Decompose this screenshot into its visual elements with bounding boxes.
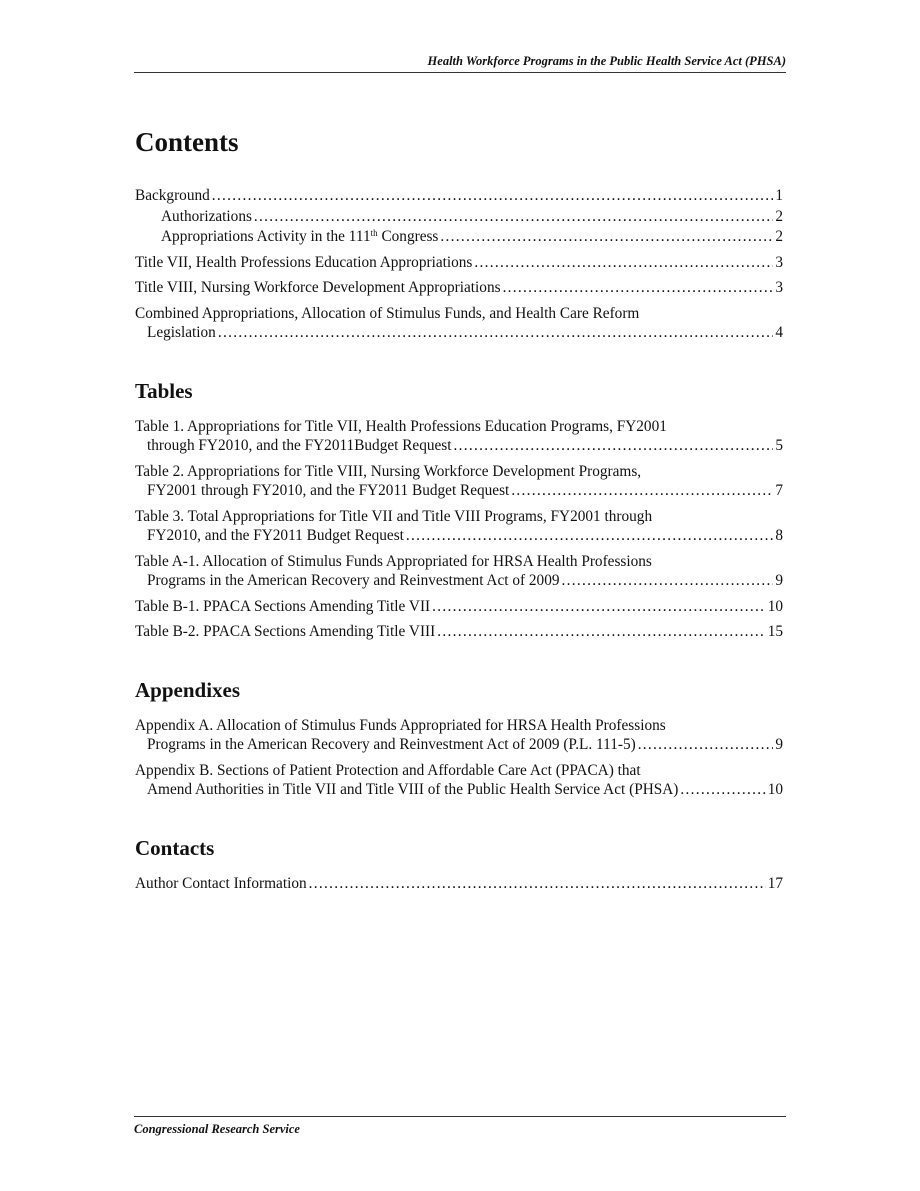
toc-entry-label-continued: Legislation — [147, 324, 216, 341]
dot-leader — [218, 323, 774, 343]
toc-entry-label: Title VIII, Nursing Workforce Development Appropriations — [135, 279, 501, 296]
running-header — [134, 54, 786, 73]
toc-entry-title-viii[interactable] — [135, 278, 783, 298]
toc-entry-page: 2 — [775, 228, 783, 245]
toc-entry-table-3[interactable] — [135, 507, 783, 546]
dot-leader — [503, 278, 774, 298]
toc-entry-page: 9 — [775, 572, 783, 589]
contents-section — [135, 120, 783, 343]
toc-entry-page: 2 — [775, 207, 783, 225]
dot-leader — [454, 436, 774, 456]
footer-text: Congressional Research Service — [134, 1122, 300, 1136]
toc-entry-page: 4 — [775, 324, 783, 341]
toc-entry-label: Table 3. Total Appropriations for Title VII and Title VIII Programs, FY2001 through — [135, 507, 653, 525]
contacts-section — [135, 834, 783, 894]
toc-entry-page: 3 — [775, 279, 783, 296]
toc-entry-appendix-b[interactable] — [135, 761, 783, 800]
dot-leader — [440, 227, 773, 247]
toc-entry-table-1[interactable] — [135, 417, 783, 456]
dot-leader — [437, 622, 765, 642]
toc-entry-appendix-a[interactable] — [135, 716, 783, 755]
toc-entry-label: Appendix A. Allocation of Stimulus Funds Appropriated for HRSA Health Professions — [135, 716, 666, 734]
appendixes-heading: Appendixes — [135, 677, 241, 702]
toc-entry-label-continued: FY2010, and the FY2011 Budget Request — [147, 527, 404, 544]
toc-entry-author-contact[interactable] — [135, 874, 783, 894]
toc-entry-page: 1 — [775, 187, 783, 204]
running-header-title: Health Workforce Programs in the Public Health Service Act (PHSA) — [427, 54, 786, 68]
toc-entry-label: Table 2. Appropriations for Title VIII, Nursing Workforce Development Programs, — [135, 462, 642, 480]
toc-entry-label-continued: Programs in the American Recovery and Reinvestment Act of 2009 — [147, 572, 560, 589]
toc-entry-label: Table B-1. PPACA Sections Amending Title VII — [135, 597, 431, 615]
toc-entry-appropriations-activity[interactable] — [135, 227, 783, 247]
toc-entry-table-a1[interactable] — [135, 552, 783, 591]
toc-entry-label-continued: FY2001 through FY2010, and the FY2011 Budget Request — [147, 482, 510, 499]
toc-entry-page: 17 — [767, 874, 783, 892]
dot-leader — [406, 526, 773, 546]
contents-heading: Contents — [135, 127, 239, 157]
toc-entry-authorizations[interactable] — [135, 207, 783, 227]
toc-entry-label: Background — [135, 187, 210, 204]
toc-entry-table-2[interactable] — [135, 462, 783, 501]
toc-entry-label: Combined Appropriations, Allocation of Stimulus Funds, and Health Care Reform — [135, 304, 640, 322]
toc-entry-label: Table 1. Appropriations for Title VII, Health Professions Education Programs, FY2001 — [135, 417, 667, 435]
dot-leader — [511, 481, 773, 501]
toc-entry-label-continued: through FY2010, and the FY2011Budget Request — [147, 437, 452, 454]
toc-entry-table-b1[interactable] — [135, 597, 783, 617]
dot-leader — [212, 186, 774, 206]
tables-heading: Tables — [135, 378, 193, 403]
toc-entry-label: Appendix B. Sections of Patient Protection and Affordable Care Act (PPACA) that — [135, 761, 641, 779]
toc-entry-page: 9 — [775, 736, 783, 753]
toc-entry-label: Author Contact Information — [135, 874, 307, 892]
toc-entry-label-continued: Amend Authorities in Title VII and Title VIII of the Public Health Service Act (PHSA) — [147, 781, 679, 798]
toc-entry-label: Table A-1. Allocation of Stimulus Funds Appropriated for HRSA Health Professions — [135, 552, 652, 570]
toc-entry-page: 8 — [775, 527, 783, 544]
dot-leader — [680, 780, 765, 800]
toc-entry-page: 10 — [767, 597, 783, 615]
toc-entry-page: 5 — [775, 437, 783, 454]
dot-leader — [309, 874, 766, 894]
toc-entry-label-continued: Programs in the American Recovery and Reinvestment Act of 2009 (P.L. 111-5) — [147, 736, 636, 753]
appendixes-section — [135, 676, 783, 800]
table-of-contents — [135, 120, 783, 927]
toc-entry-page: 10 — [767, 781, 783, 798]
toc-entry-label: Table B-2. PPACA Sections Amending Title VIII — [135, 623, 436, 640]
toc-entry-page: 7 — [775, 482, 783, 499]
toc-entry-background[interactable] — [135, 186, 783, 206]
dot-leader — [432, 597, 766, 617]
dot-leader — [474, 253, 773, 273]
tables-section — [135, 377, 783, 642]
toc-entry-table-b2[interactable] — [135, 622, 783, 642]
dot-leader — [562, 571, 774, 591]
toc-entry-combined[interactable] — [135, 304, 783, 343]
page-footer — [134, 1116, 786, 1137]
toc-entry-title-vii[interactable] — [135, 253, 783, 273]
toc-entry-page: 15 — [767, 623, 783, 640]
contacts-heading: Contacts — [135, 835, 215, 860]
toc-entry-label: Title VII, Health Professions Education Appropriations — [135, 253, 473, 271]
dot-leader — [254, 207, 773, 227]
dot-leader — [638, 735, 774, 755]
toc-entry-label: Authorizations — [161, 207, 252, 225]
toc-entry-label: Appropriations Activity in the 111th Congress — [161, 228, 439, 245]
toc-entry-page: 3 — [775, 253, 783, 271]
